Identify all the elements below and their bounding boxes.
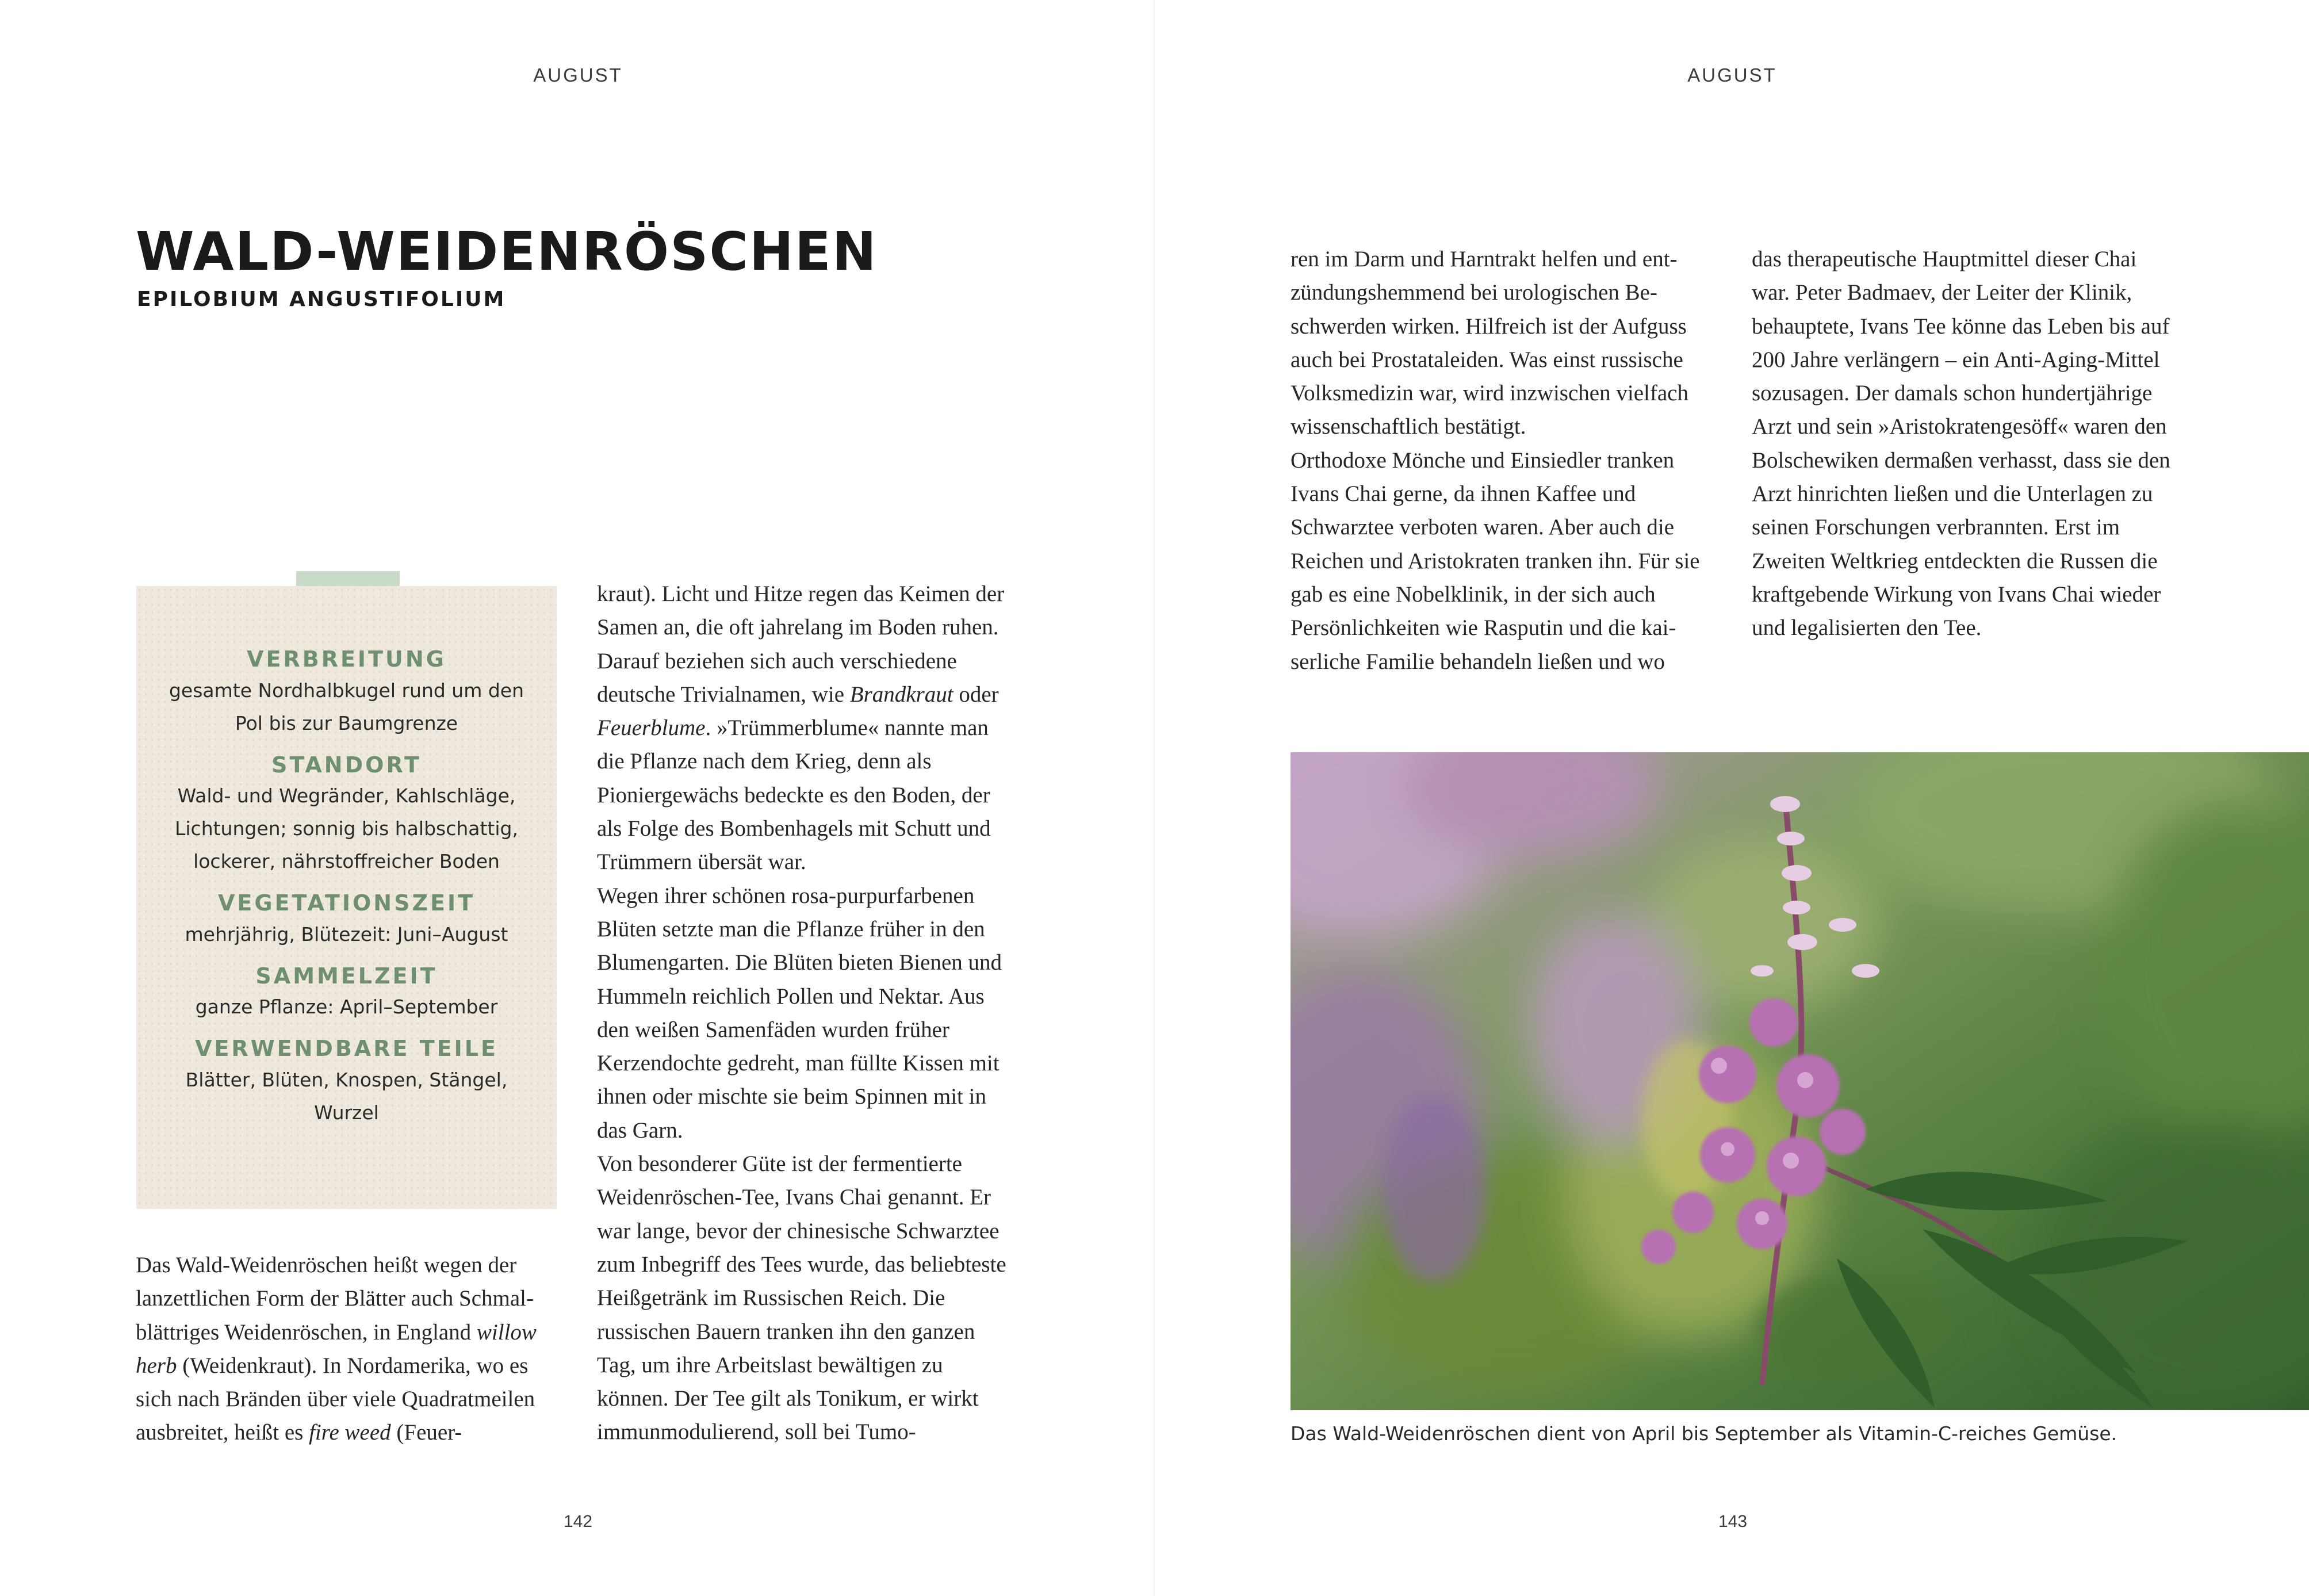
body-paragraph: Das Wald-Weidenröschen heißt wegen der lanzettlichen Form der Blätter auch Schmalblättriges Weidenröschen, in England willow herb (Weidenkraut). In Nordamerika, wo es sich nach Bränden über viele Quadratmeilen ausbreitet, heißt es fire weed (Feuer- (136, 1253, 537, 1445)
body-paragraph: ren im Darm und Harntrakt helfen und entzündungshemmend bei urologischen Beschwerden wirken. Hilfreich ist der Aufguss auch bei Prostataleiden. Was einst russische Volksmedizin war, wird inzwischen vielfach wissenschaftlich bestätigt. (1291, 247, 1688, 439)
left-page (0, 0, 1154, 1596)
body-paragraph: Von besonderer Güte ist der fermentierte Weidenröschen-Tee, Ivans Chai genannt. Er war lange, bevor der chinesische Schwarztee zum Inbegriff des Tees wurde, das beliebteste Heißgetränk im Russischen Reich. Die russischen Bauern tranken ihn den ganzen Tag, um ihre Arbeitslast bewältigen zu können. Der Tee gilt als Tonikum, er wirkt immunmodulierend, soll bei Tumo- (597, 1151, 1006, 1445)
running-head-left: AUGUST (533, 64, 623, 86)
photo-caption: Das Wald-Weidenröschen dient von April bis September als Vitamin-C-reiches Gemüse. (1291, 1422, 2117, 1445)
body-paragraph: das therapeutische Hauptmittel dieser Chai war. Peter Badmaev, der Leiter der Klinik, behauptete, Ivans Tee könne das Leben bis auf 200 Jahre verlängern – ein Anti-Aging-Mittel sozusagen. Der damals schon hundertjährige Arzt und sein »Aristokratengesöff« waren den Bolschewiken dermaßen verhasst, dass sie den Arzt hinrichten ließen und die Unterlagen zu seinen Forschungen verbrannten. Erst im Zweiten Weltkrieg entdeckten die Russen die kraftgebende Wirkung von Ivans Chai wieder und legalisierten den Tee. (1752, 247, 2170, 641)
info-heading: SAMMELZEIT (255, 963, 438, 989)
body-column-2 (597, 577, 1018, 1449)
info-text: Wald- und Wegränder, Kahlschläge, Lichtungen; sonnig bis halbschattig, lockerer, nährstoffreicher Boden (175, 784, 518, 873)
plant-latin-name: EPILOBIUM ANGUSTIFOLIUM (137, 288, 506, 311)
body-column-4 (1752, 243, 2173, 645)
info-heading: VEGETATIONSZEIT (217, 890, 476, 916)
running-head-right: AUGUST (1687, 64, 1777, 86)
body-column-1 (136, 1249, 557, 1450)
body-paragraph: Orthodoxe Mönche und Einsiedler tranken Ivans Chai gerne, da ihnen Kaffee und Schwarztee verboten waren. Aber auch die Reichen und Aristokraten tranken ihn. Für sie gab es eine Nobelklinik, in der sich auch Persönlichkeiten wie Rasputin und die kaiserliche Familie behandeln ließen und wo (1291, 447, 1700, 674)
page-number-left: 142 (563, 1512, 593, 1531)
plant-title: WALD-WEIDENRÖSCHEN (136, 221, 878, 282)
page-number-right: 143 (1718, 1512, 1748, 1531)
infobox-content (136, 646, 557, 1142)
body-paragraph: Wegen ihrer schönen rosa-purpurfarbenen Blüten setzte man die Pflanze früher in den Blumengarten. Die Blüten bieten Bienen und Hummeln reichlich Pollen und Nektar. Aus den weißen Samenfäden wurden früher Kerzendochte gedreht, man füllte Kissen mit ihnen oder mischte sie beim Spinnen mit in das Garn. (597, 883, 1002, 1143)
body-column-3 (1291, 243, 1711, 679)
info-text: mehrjährig, Blütezeit: Juni–August (185, 923, 508, 946)
info-heading: VERWENDBARE TEILE (195, 1036, 498, 1062)
plant-infobox (136, 586, 557, 1209)
info-text: gesamte Nordhalbkugel rund um den Pol bis zur Baumgrenze (169, 679, 524, 734)
info-text: ganze Pflanze: April–September (195, 996, 498, 1019)
info-text: Blätter, Blüten, Knospen, Stängel, Wurzel (185, 1068, 508, 1124)
body-paragraph: kraut). Licht und Hitze regen das Keimen der Samen an, die oft jahrelang im Boden ruhen. Darauf beziehen sich auch verschiedene deutsche Trivialnamen, wie Brandkraut oder Feuerblume. »Trümmerblume« nannte man die Pflanze nach dem Krieg, denn als Pioniergewächs bedeckte es den Boden, der als Folge des Bombenhagels mit Schutt und Trümmern übersät war. (597, 581, 1005, 875)
right-page (1155, 0, 2309, 1596)
info-heading: STANDORT (271, 752, 422, 778)
info-heading: VERBREITUNG (247, 646, 446, 672)
fireweed-photo (1291, 752, 2309, 1410)
